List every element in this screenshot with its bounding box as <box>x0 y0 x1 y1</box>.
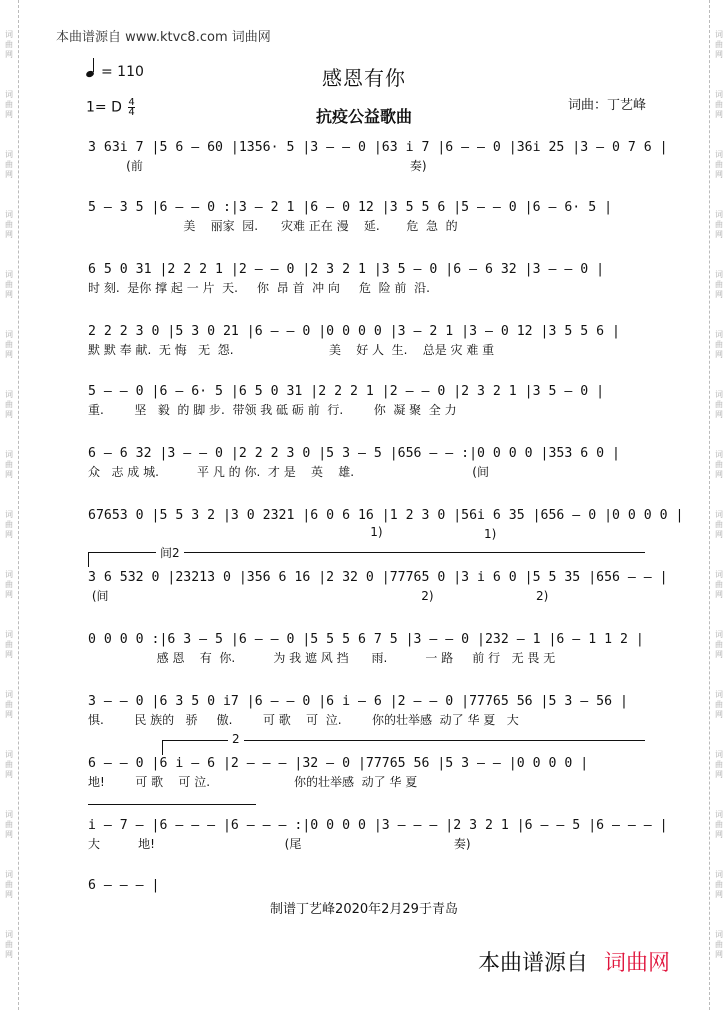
watermark-glyph-group <box>1 810 17 870</box>
watermark-glyph: 词 <box>715 30 723 39</box>
watermark-glyph: 网 <box>715 230 723 239</box>
watermark-glyph-group <box>1 750 17 810</box>
watermark-glyph: 曲 <box>5 340 13 349</box>
watermark-glyph: 词 <box>715 570 723 579</box>
watermark-glyph: 网 <box>715 590 723 599</box>
top-source-line: 本曲谱源自 www.ktvc8.com 词曲网 <box>56 30 271 45</box>
watermark-glyph: 曲 <box>715 160 723 169</box>
watermark-glyph: 曲 <box>715 40 723 49</box>
watermark-glyph-group <box>711 330 727 390</box>
watermark-glyph: 词 <box>715 330 723 339</box>
watermark-glyph-group <box>711 690 727 750</box>
watermark-glyph-group <box>1 630 17 690</box>
lyrics-row: 地! 可 歌 可 泣. 你的壮举感 动了 华 夏 <box>88 775 418 789</box>
notation-row: 3 – – 0 |6 3 5 0 i7 |6 – – 0 |6 i – 6 |2 – – 0 |77765 56 |5 3 – 56 | <box>88 694 628 709</box>
watermark-glyph: 网 <box>5 50 13 59</box>
watermark-glyph: 词 <box>5 930 13 939</box>
watermark-glyph: 网 <box>715 290 723 299</box>
watermark-glyph-group <box>711 210 727 270</box>
watermark-glyph: 曲 <box>5 700 13 709</box>
watermark-glyph: 曲 <box>715 520 723 529</box>
watermark-glyph: 网 <box>715 710 723 719</box>
watermark-glyph: 词 <box>5 570 13 579</box>
key-label: 1= D <box>86 99 122 116</box>
lyrics-row: 惧. 民 族的 骄 傲. 可 歌 可 泣. 你的壮举感 动了 华 夏 大 <box>88 713 519 727</box>
lyrics-row: 大 地! (尾 奏) <box>88 837 471 851</box>
transcription-footer: 制谱丁艺峰2020年2月29于青岛 <box>270 902 458 917</box>
watermark-glyph: 网 <box>5 770 13 779</box>
watermark-glyph: 曲 <box>715 820 723 829</box>
watermark-glyph: 网 <box>5 230 13 239</box>
watermark-glyph: 曲 <box>715 760 723 769</box>
watermark-glyph: 曲 <box>5 160 13 169</box>
watermark-glyph: 曲 <box>715 100 723 109</box>
bottom-source-prefix: 本曲谱源自 <box>477 951 588 976</box>
watermark-glyph: 词 <box>715 630 723 639</box>
watermark-glyph: 曲 <box>5 220 13 229</box>
watermark-glyph: 词 <box>5 90 13 99</box>
watermark-glyph: 词 <box>5 630 13 639</box>
lyrics-row: 重. 坚 毅 的 脚 步. 带领 我 砥 砺 前 行. 你 凝 聚 全 力 <box>88 403 457 417</box>
left-watermark-column <box>1 30 17 990</box>
watermark-glyph: 曲 <box>5 100 13 109</box>
watermark-glyph: 曲 <box>715 460 723 469</box>
notation-row: 6 – – – | <box>88 878 160 893</box>
watermark-glyph-group <box>711 750 727 810</box>
score-line <box>88 262 644 296</box>
notation-row: 2 2 2 3 0 |5 3 0 21 |6 – – 0 |0 0 0 0 |3 – 2 1 |3 – 0 12 |3 5 5 6 | <box>88 324 620 339</box>
watermark-glyph: 词 <box>715 390 723 399</box>
watermark-glyph-group <box>1 210 17 270</box>
watermark-glyph: 曲 <box>5 280 13 289</box>
notation-row: 6 – 6 32 |3 – – 0 |2 2 2 3 0 |5 3 – 5 |656 – – :|0 0 0 0 |353 6 0 | <box>88 446 620 461</box>
watermark-glyph-group <box>711 270 727 330</box>
watermark-glyph: 曲 <box>5 880 13 889</box>
notation-row: 6 5 0 31 |2 2 2 1 |2 – – 0 |2 3 2 1 |3 5 – 0 |6 – 6 32 |3 – – 0 | <box>88 262 605 277</box>
watermark-glyph-group <box>1 690 17 750</box>
watermark-glyph: 网 <box>5 650 13 659</box>
lyrics-row: 感 恩 有 你. 为 我 遮 风 挡 雨. 一 路 前 行 无 畏 无 <box>88 651 556 665</box>
watermark-glyph: 网 <box>5 290 13 299</box>
watermark-glyph: 网 <box>5 350 13 359</box>
watermark-glyph: 曲 <box>5 640 13 649</box>
score-line <box>88 756 644 790</box>
score-line <box>88 140 668 174</box>
score-line <box>88 200 644 234</box>
score-line <box>88 508 684 539</box>
watermark-glyph: 网 <box>715 530 723 539</box>
watermark-glyph: 网 <box>715 650 723 659</box>
song-title: 感恩有你 <box>322 66 406 90</box>
notation-row: 0 0 0 0 :|6 3 – 5 |6 – – 0 |5 5 5 6 7 5 |3 – – 0 |232 – 1 |6 – 1 1 2 | <box>88 632 644 647</box>
lyrics-row: 1) <box>88 525 383 539</box>
watermark-glyph: 曲 <box>715 640 723 649</box>
watermark-glyph-group <box>711 450 727 510</box>
watermark-glyph: 词 <box>5 810 13 819</box>
watermark-glyph: 曲 <box>5 820 13 829</box>
notation-row: 3 6 532 0 |23213 0 |356 6 16 |2 32 0 |77765 0 |3 i 6 0 |5 5 35 |656 – – | <box>88 570 668 585</box>
watermark-glyph-group <box>1 930 17 990</box>
watermark-glyph: 词 <box>715 270 723 279</box>
watermark-glyph: 网 <box>715 470 723 479</box>
score-line <box>88 878 644 895</box>
watermark-glyph: 词 <box>5 150 13 159</box>
watermark-glyph: 网 <box>5 170 13 179</box>
lyrics-row: 时 刻. 是你 撑 起 一 片 天. 你 昂 首 冲 向 危 险 前 沿. <box>88 281 430 295</box>
watermark-glyph-group <box>1 150 17 210</box>
watermark-glyph: 网 <box>715 50 723 59</box>
watermark-glyph: 网 <box>715 110 723 119</box>
watermark-glyph: 曲 <box>5 400 13 409</box>
watermark-glyph: 网 <box>5 710 13 719</box>
watermark-glyph: 词 <box>715 510 723 519</box>
interlude-2-marker: 间2 <box>156 544 184 561</box>
watermark-glyph: 曲 <box>5 940 13 949</box>
watermark-glyph: 网 <box>5 470 13 479</box>
watermark-glyph: 词 <box>715 750 723 759</box>
watermark-glyph: 曲 <box>715 940 723 949</box>
watermark-glyph-group <box>711 510 727 570</box>
watermark-glyph: 词 <box>715 90 723 99</box>
watermark-glyph-group <box>711 630 727 690</box>
watermark-glyph-group <box>711 570 727 630</box>
notation-row: 3 63i 7 |5 6 – 60 |1356· 5 |3 – – 0 |63 i 7 |6 – – 0 |36i 25 |3 – 0 7 6 | <box>88 140 668 155</box>
watermark-glyph-group <box>1 510 17 570</box>
watermark-glyph: 词 <box>5 30 13 39</box>
watermark-glyph: 词 <box>5 690 13 699</box>
right-watermark-column <box>711 30 727 990</box>
bottom-source-site: 词曲网 <box>603 951 670 976</box>
watermark-glyph: 曲 <box>715 700 723 709</box>
watermark-glyph-group <box>711 150 727 210</box>
notation-row: i – 7 – |6 – – – |6 – – – :|0 0 0 0 |3 – – – |2 3 2 1 |6 – – 5 |6 – – – | <box>88 818 668 833</box>
volta-1-label: 1) <box>484 527 497 541</box>
lyricist-composer-credit: 词曲：丁艺峰 <box>567 98 646 113</box>
watermark-glyph: 网 <box>715 170 723 179</box>
song-subtitle: 抗疫公益歌曲 <box>315 107 412 126</box>
watermark-glyph: 网 <box>5 590 13 599</box>
notation-row: 5 – – 0 |6 – 6· 5 |6 5 0 31 |2 2 2 1 |2 – – 0 |2 3 2 1 |3 5 – 0 | <box>88 384 605 399</box>
watermark-glyph: 网 <box>5 530 13 539</box>
watermark-glyph: 网 <box>715 410 723 419</box>
watermark-glyph: 词 <box>715 690 723 699</box>
watermark-glyph: 曲 <box>5 460 13 469</box>
score-line <box>88 384 644 418</box>
meter-top: 4 <box>128 97 135 108</box>
lyrics-row: (间 2) <box>88 589 434 603</box>
watermark-glyph: 词 <box>715 210 723 219</box>
watermark-glyph: 词 <box>5 510 13 519</box>
watermark-glyph: 曲 <box>5 520 13 529</box>
watermark-glyph: 词 <box>5 210 13 219</box>
score-line <box>88 324 644 358</box>
watermark-glyph: 词 <box>715 450 723 459</box>
lyrics-row: (前 奏) <box>88 159 427 173</box>
tempo-value: = 110 <box>101 64 144 80</box>
score-line <box>88 694 644 728</box>
lyrics-row: 众 志 成 城. 平 凡 的 你. 才 是 英 雄. (间 <box>88 465 489 479</box>
lyrics-row: 默 默 奉 献. 无 悔 无 怨. 美 好 人 生. 总是 灾 难 重 <box>88 343 495 357</box>
score-line <box>88 446 644 480</box>
notation-row: 67653 0 |5 5 3 2 |3 0 2321 |6 0 6 16 |1 2 3 0 |56i 6 35 |656 – 0 |0 0 0 0 | <box>88 508 684 523</box>
watermark-glyph-group <box>1 270 17 330</box>
watermark-glyph: 词 <box>5 870 13 879</box>
watermark-glyph: 曲 <box>715 400 723 409</box>
watermark-glyph: 网 <box>5 830 13 839</box>
watermark-glyph: 词 <box>715 150 723 159</box>
watermark-glyph: 词 <box>715 810 723 819</box>
watermark-glyph: 曲 <box>5 40 13 49</box>
volta-underline <box>88 804 256 805</box>
lyrics-row: 美 丽家 园. 灾难 正在 漫 延. 危 急 的 <box>88 219 458 233</box>
notation-row: 5 – 3 5 |6 – – 0 :|3 – 2 1 |6 – 0 12 |3 5 5 6 |5 – – 0 |6 – 6· 5 | <box>88 200 613 215</box>
watermark-glyph-group <box>711 810 727 870</box>
watermark-glyph: 词 <box>5 750 13 759</box>
watermark-glyph: 曲 <box>715 220 723 229</box>
watermark-glyph: 网 <box>715 950 723 959</box>
watermark-glyph: 网 <box>5 890 13 899</box>
watermark-glyph: 词 <box>5 270 13 279</box>
watermark-glyph: 词 <box>715 930 723 939</box>
score-line <box>88 818 668 852</box>
bottom-source-line <box>478 946 670 977</box>
watermark-glyph: 网 <box>715 890 723 899</box>
watermark-glyph: 曲 <box>715 580 723 589</box>
watermark-glyph: 网 <box>5 410 13 419</box>
watermark-glyph: 曲 <box>5 760 13 769</box>
watermark-glyph: 网 <box>5 110 13 119</box>
watermark-glyph: 网 <box>715 350 723 359</box>
watermark-glyph: 词 <box>5 330 13 339</box>
meter-bottom: 4 <box>128 107 135 118</box>
watermark-glyph-group <box>1 570 17 630</box>
watermark-glyph: 词 <box>5 450 13 459</box>
watermark-glyph-group <box>1 450 17 510</box>
watermark-glyph-group <box>1 390 17 450</box>
watermark-glyph: 网 <box>5 950 13 959</box>
watermark-glyph: 曲 <box>715 280 723 289</box>
notation-row: 6 – – 0 |6 i – 6 |2 – – – |32 – 0 |77765 56 |5 3 – – |0 0 0 0 | <box>88 756 589 771</box>
watermark-glyph-group <box>1 330 17 390</box>
watermark-glyph: 词 <box>5 390 13 399</box>
watermark-glyph: 曲 <box>5 580 13 589</box>
watermark-glyph: 曲 <box>715 880 723 889</box>
volta-ending-label: 2 <box>228 732 244 746</box>
watermark-glyph: 词 <box>715 870 723 879</box>
watermark-glyph: 曲 <box>715 340 723 349</box>
score-line <box>88 632 644 666</box>
watermark-glyph: 网 <box>715 830 723 839</box>
score-line <box>88 570 668 604</box>
watermark-glyph-group <box>711 390 727 450</box>
volta-2-label: 2) <box>536 589 549 603</box>
watermark-glyph: 网 <box>715 770 723 779</box>
watermark-glyph-group <box>711 930 727 990</box>
